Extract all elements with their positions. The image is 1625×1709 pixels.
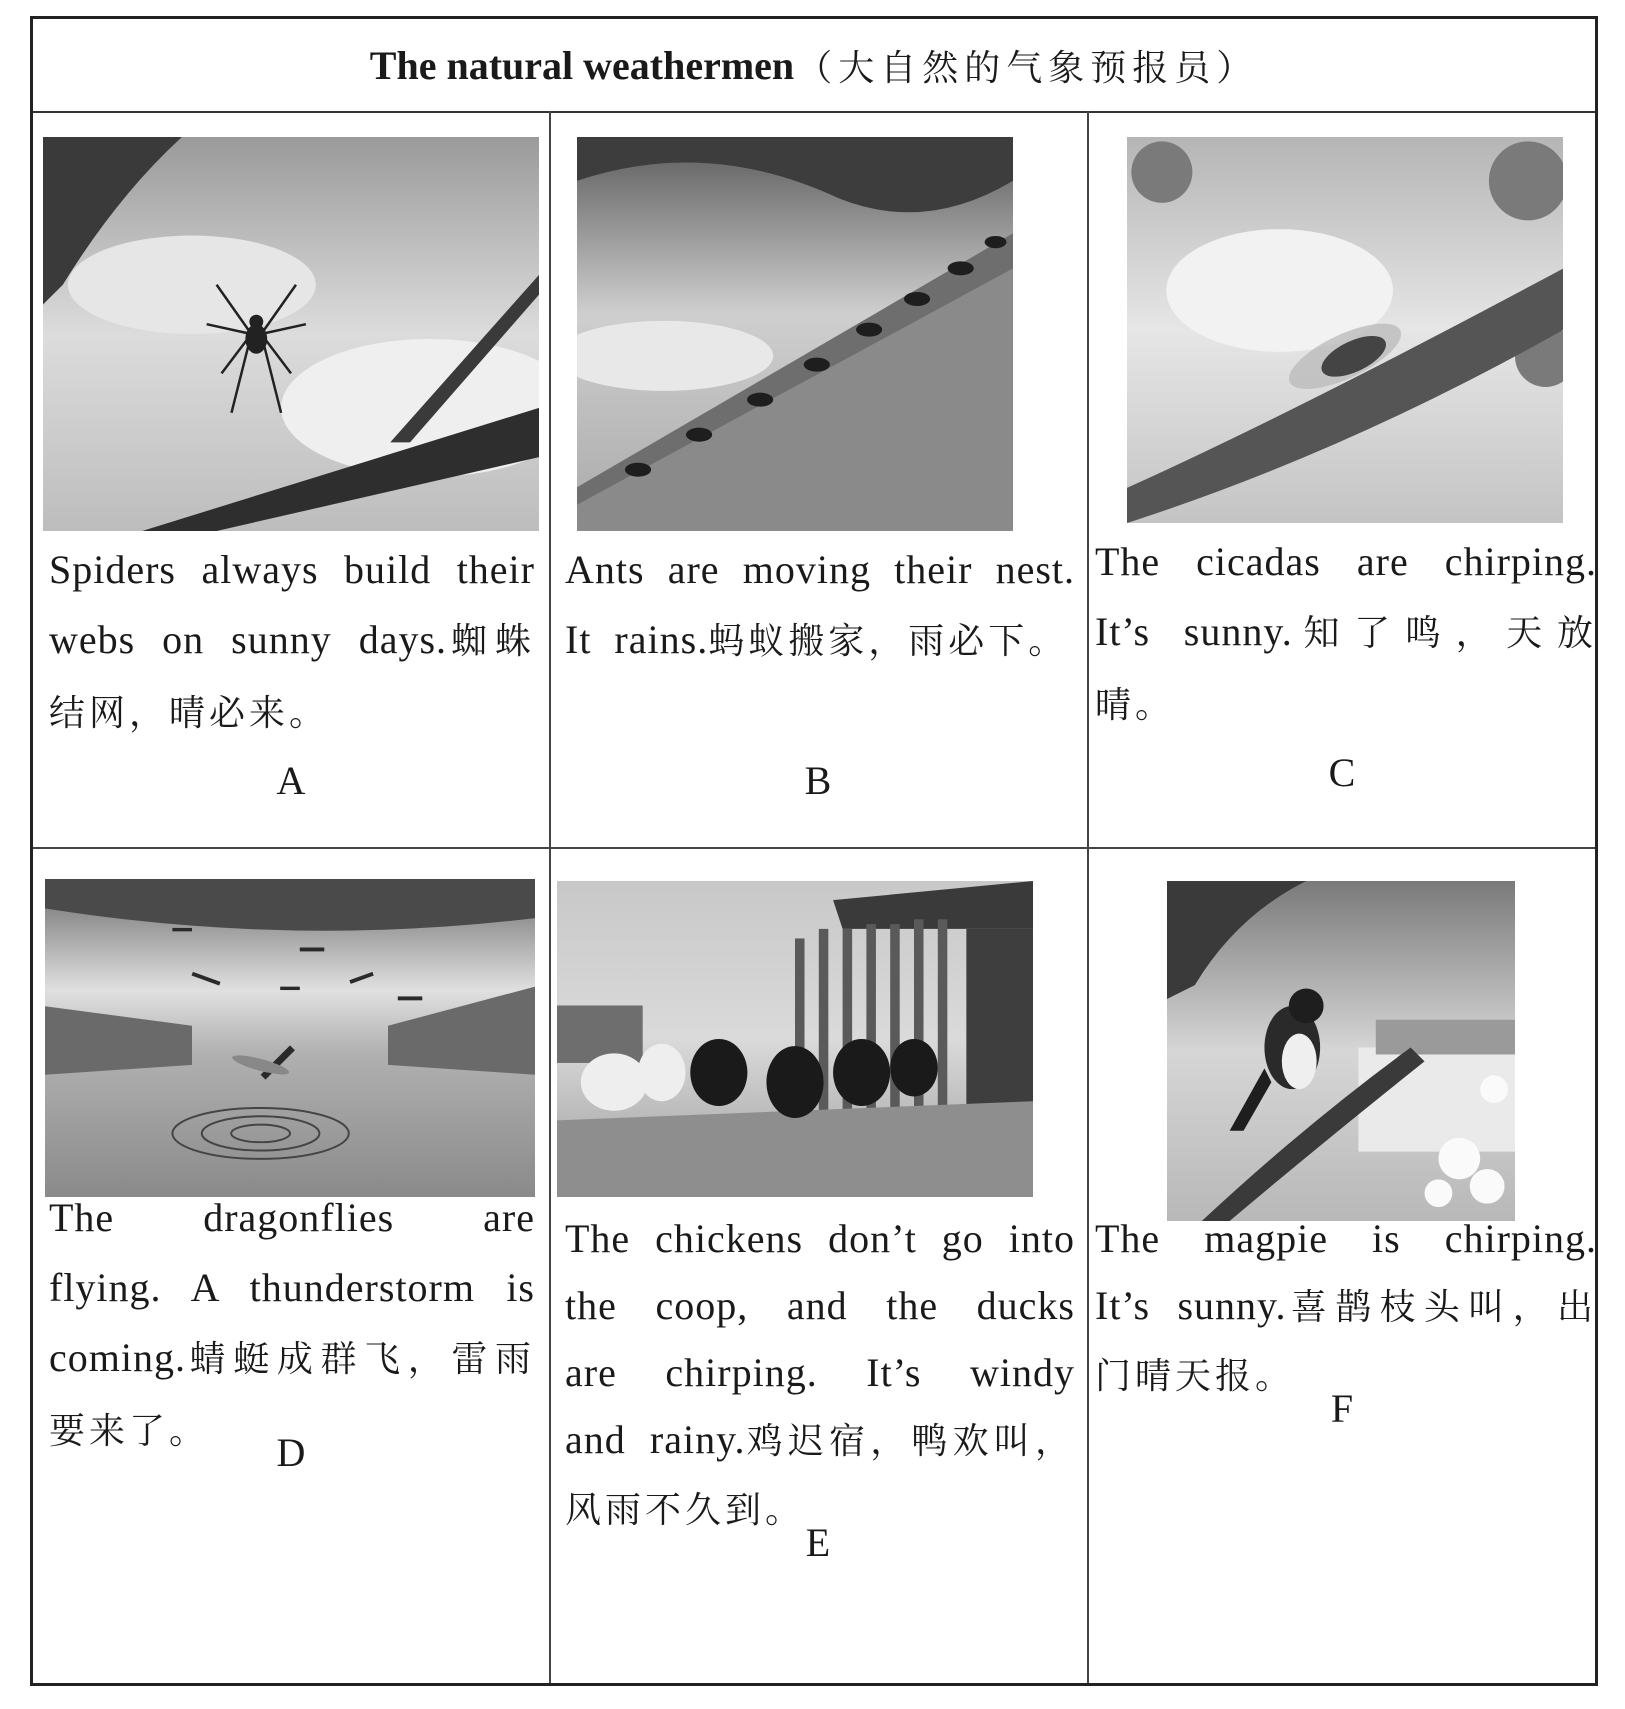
column-divider [549,111,551,1683]
caption-a-english: Spiders always build their webs on sunny days. [49,547,535,662]
caption-f-chinese: 喜鹊枝头叫，出门晴天报。 [1095,1287,1597,1397]
caption-e-chinese: 鸡迟宿，鸭欢叫，风雨不久到。 [565,1421,1075,1531]
column-divider [1087,111,1089,1683]
spider-on-branch-photo [43,137,539,531]
caption-e [565,1205,1075,1544]
row-divider [33,847,1595,849]
chickens-in-rain-photo [557,881,1033,1197]
caption-b-chinese: 蚂蚁搬家，雨必下。 [708,621,1069,662]
card-e-letter: E [805,1520,831,1565]
caption-b [565,535,1075,677]
weathermen-table [30,16,1598,1686]
ants-on-slope-photo [577,137,1013,531]
caption-f [1095,1205,1597,1410]
caption-e-english: The chickens don’t go into the coop, and the ducks are chirping. It’s windy and rainy. [565,1216,1075,1462]
caption-d [49,1183,535,1467]
caption-d-chinese: 蜻蜓成群飞，雷雨要来了。 [49,1339,535,1452]
card-f-letter: F [1330,1386,1354,1431]
card-c-letter: C [1328,750,1356,795]
caption-d-english: The dragonflies are flying. A thunderstorm is coming. [49,1195,535,1380]
title-english: The natural weathermen [369,42,795,88]
title-chinese: （大自然的气象预报员） [796,47,1259,89]
caption-c-english: The cicadas are chirping. It’s sunny. [1095,539,1597,654]
caption-a-chinese: 蜘蛛结网，晴必来。 [49,621,535,734]
caption-c-chinese: 知了鸣，天放晴。 [1095,613,1597,726]
cicada-on-branch-photo [1127,137,1563,523]
dragonflies-over-pond-photo [45,879,535,1197]
table-title [33,19,1595,113]
card-b-letter: B [804,758,832,803]
card-a-letter: A [276,758,306,803]
caption-a [49,535,535,749]
caption-b-english: Ants are moving their nest. It rains. [565,547,1075,662]
caption-f-english: The magpie is chirping. It’s sunny. [1095,1216,1597,1328]
card-d-letter: D [276,1430,306,1475]
magpie-on-branch-photo [1167,881,1515,1221]
caption-c [1095,527,1597,741]
